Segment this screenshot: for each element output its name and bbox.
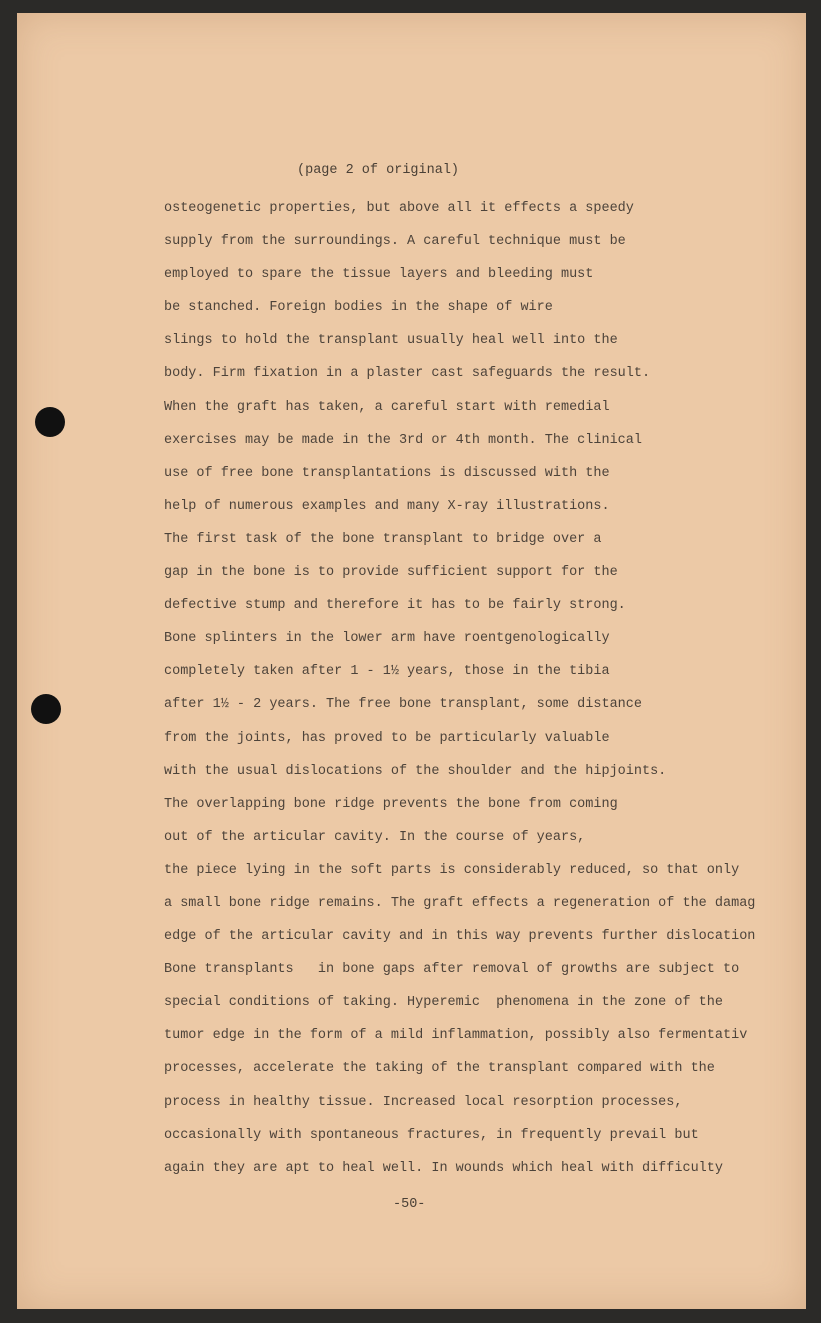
text-line: edge of the articular cavity and in this way prevents further dislocation xyxy=(164,929,756,945)
text-line: with the usual dislocations of the shoulder and the hipjoints. xyxy=(164,763,667,779)
text-line: the piece lying in the soft parts is considerably reduced, so that only xyxy=(164,862,740,878)
body-text xyxy=(164,199,804,1192)
page-number: -50- xyxy=(393,1197,426,1212)
text-line: after 1½ - 2 years. The free bone transplant, some distance xyxy=(164,697,642,713)
text-line: The first task of the bone transplant to bridge over a xyxy=(164,531,602,547)
text-line: special conditions of taking. Hyperemic phenomena in the zone of the xyxy=(164,995,723,1011)
text-line: process in healthy tissue. Increased local resorption processes, xyxy=(164,1094,683,1110)
text-line: out of the articular cavity. In the course of years, xyxy=(164,829,586,845)
text-line: osteogenetic properties, but above all it effects a speedy xyxy=(164,201,634,216)
text-line: again they are apt to heal well. In wounds which heal with difficulty xyxy=(164,1160,723,1176)
text-line: completely taken after 1 - 1½ years, those in the tibia xyxy=(164,664,610,680)
text-line: be stanched. Foreign bodies in the shape of wire xyxy=(164,300,553,316)
text-line: Bone splinters in the lower arm have roentgenologically xyxy=(164,631,610,647)
text-line: help of numerous examples and many X-ray illustrations. xyxy=(164,498,610,514)
document-page xyxy=(17,13,806,1309)
text-line: supply from the surroundings. A careful technique must be xyxy=(164,234,626,250)
text-line: occasionally with spontaneous fractures, in frequently prevail but xyxy=(164,1127,699,1143)
text-line: gap in the bone is to provide sufficient support for the xyxy=(164,565,618,581)
text-line: When the graft has taken, a careful start with remedial xyxy=(164,399,610,415)
text-line: body. Firm fixation in a plaster cast safeguards the result. xyxy=(164,366,651,382)
text-line: from the joints, has proved to be particularly valuable xyxy=(164,730,610,746)
text-line: The overlapping bone ridge prevents the bone from coming xyxy=(164,796,618,812)
text-line: employed to spare the tissue layers and bleeding must xyxy=(164,267,594,283)
text-line: processes, accelerate the taking of the transplant compared with the xyxy=(164,1061,715,1077)
punch-hole xyxy=(35,407,65,437)
text-line: exercises may be made in the 3rd or 4th month. The clinical xyxy=(164,432,642,448)
punch-hole xyxy=(31,694,61,724)
text-line: slings to hold the transplant usually heal well into the xyxy=(164,333,618,349)
text-line: Bone transplants in bone gaps after removal of growths are subject to xyxy=(164,962,740,978)
text-line: tumor edge in the form of a mild inflammation, possibly also fermentativ xyxy=(164,1028,748,1044)
page-header: (page 2 of original) xyxy=(297,163,460,178)
text-line: defective stump and therefore it has to be fairly strong. xyxy=(164,598,626,614)
text-line: a small bone ridge remains. The graft effects a regeneration of the damag xyxy=(164,895,756,911)
text-line: use of free bone transplantations is discussed with the xyxy=(164,465,610,481)
